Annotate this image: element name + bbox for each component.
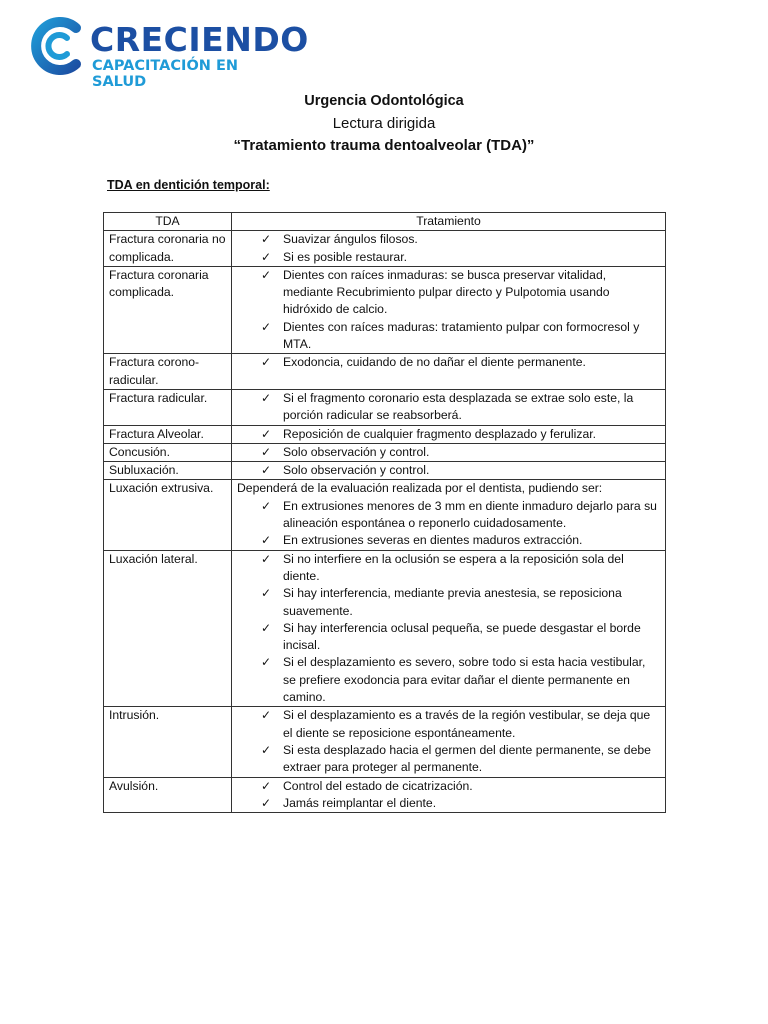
- tda-type-cell: Intrusión.: [104, 707, 232, 777]
- treatment-cell: [232, 443, 666, 461]
- treatment-cell: [232, 354, 666, 390]
- treatment-item-text: Dientes con raíces maduras: tratamiento pulpar con formocresol y MTA.: [283, 319, 640, 352]
- treatment-cell: [232, 777, 666, 813]
- treatment-item-text: Suavizar ángulos filosos.: [283, 232, 418, 247]
- checkmark-icon: ✓: [261, 498, 272, 513]
- treatment-item: [237, 231, 665, 248]
- tda-type-cell: Luxación lateral.: [104, 550, 232, 707]
- treatment-list: [237, 462, 665, 479]
- treatment-item-text: Jamás reimplantar el diente.: [283, 795, 437, 810]
- treatment-item-text: Reposición de cualquier fragmento desplazado y ferulizar.: [283, 426, 596, 441]
- treatment-list: [237, 231, 665, 266]
- checkmark-icon: ✓: [261, 778, 272, 793]
- checkmark-icon: ✓: [261, 586, 272, 601]
- treatment-item-text: Si el fragmento coronario esta desplazada se extrae solo este, la porción radicular se reabsorberá.: [283, 390, 634, 423]
- brand-name: CRECIENDO: [90, 20, 309, 59]
- table-header-row: [104, 213, 666, 231]
- treatment-item: [237, 654, 665, 706]
- brand-logo: [26, 14, 309, 90]
- checkmark-icon: ✓: [261, 267, 272, 282]
- treatment-list: [237, 778, 665, 813]
- page-subtitle: Lectura dirigida: [332, 115, 436, 132]
- table-row: [104, 425, 666, 443]
- treatment-item: [237, 795, 665, 812]
- treatment-item: [237, 532, 665, 549]
- table-row: [104, 550, 666, 707]
- treatment-list: [237, 551, 665, 707]
- tda-type-cell: Avulsión.: [104, 777, 232, 813]
- tda-type-cell: Fractura coronaria complicada.: [104, 266, 232, 353]
- tda-type-cell: Concusión.: [104, 443, 232, 461]
- table-row: [104, 389, 666, 425]
- table-row: [104, 707, 666, 777]
- treatment-item: [237, 707, 665, 742]
- treatment-item-text: Si es posible restaurar.: [283, 249, 407, 264]
- checkmark-icon: ✓: [261, 463, 272, 478]
- tda-type-cell: Subluxación.: [104, 462, 232, 480]
- checkmark-icon: ✓: [261, 444, 272, 459]
- table-row: [104, 266, 666, 353]
- table-row: [104, 231, 666, 267]
- column-header-tda: TDA: [104, 213, 232, 231]
- checkmark-icon: ✓: [261, 355, 272, 370]
- treatment-list: [237, 498, 665, 550]
- treatment-item: [237, 267, 665, 319]
- topic-title: “Tratamiento trauma dentoalveolar (TDA)”: [233, 137, 535, 154]
- treatment-cell: [232, 462, 666, 480]
- treatment-list: [237, 267, 665, 353]
- brand-tagline: CAPACITACIÓN EN SALUD: [92, 58, 238, 90]
- table-row: [104, 443, 666, 461]
- table-row: [104, 480, 666, 550]
- treatment-item: [237, 742, 665, 777]
- treatment-item: [237, 390, 665, 425]
- tda-type-cell: Fractura radicular.: [104, 389, 232, 425]
- treatment-item: [237, 249, 665, 266]
- treatment-cell: [232, 480, 666, 550]
- treatment-cell: [232, 231, 666, 267]
- treatment-list: [237, 426, 665, 443]
- checkmark-icon: ✓: [261, 390, 272, 405]
- checkmark-icon: ✓: [261, 249, 272, 264]
- c-ring-logo-icon: [26, 14, 88, 78]
- checkmark-icon: ✓: [261, 533, 272, 548]
- checkmark-icon: ✓: [261, 426, 272, 441]
- treatment-list: [237, 354, 665, 371]
- table-row: [104, 354, 666, 390]
- table-row: [104, 777, 666, 813]
- checkmark-icon: ✓: [261, 742, 272, 757]
- treatment-item-text: Si no interfiere en la oclusión se espera a la reposición sola del diente.: [283, 551, 624, 583]
- treatment-item: [237, 585, 665, 620]
- treatment-item: [237, 426, 665, 443]
- table-row: [104, 462, 666, 480]
- treatment-item: [237, 620, 665, 655]
- treatment-item-text: Si el desplazamiento es severo, sobre todo si esta hacia vestibular, se prefiere exodoncia para evitar dañar el diente permanente en camino.: [283, 655, 646, 705]
- treatment-item-text: Control del estado de cicatrización.: [283, 778, 473, 793]
- column-header-tratamiento: Tratamiento: [232, 213, 666, 231]
- treatment-item-text: Si esta desplazado hacia el germen del diente permanente, se debe extraer para proteger al permanente.: [283, 742, 651, 775]
- treatment-item: [237, 319, 665, 354]
- tda-type-cell: Luxación extrusiva.: [104, 480, 232, 550]
- treatment-item: [237, 444, 665, 461]
- treatment-cell: [232, 266, 666, 353]
- treatment-cell: [232, 425, 666, 443]
- treatment-item-text: En extrusiones menores de 3 mm en diente inmaduro dejarlo para su alineación espontánea o reponerlo cuidadosamente.: [283, 498, 657, 531]
- treatment-item: [237, 354, 665, 371]
- checkmark-icon: ✓: [261, 319, 272, 334]
- treatment-item-text: Dientes con raíces inmaduras: se busca preservar vitalidad, mediante Recubrimiento pulpar directo y Pulpotomia usando hidróxido de calcio.: [283, 267, 610, 317]
- treatment-item: [237, 498, 665, 533]
- treatment-item-text: Si hay interferencia, mediante previa anestesia, se reposiciona suavemente.: [283, 586, 622, 618]
- treatment-cell: [232, 389, 666, 425]
- treatment-list: [237, 707, 665, 776]
- treatment-item-text: En extrusiones severas en dientes maduros extracción.: [283, 533, 583, 548]
- treatment-item-text: Solo observación y control.: [283, 444, 430, 459]
- treatment-item: [237, 462, 665, 479]
- checkmark-icon: ✓: [261, 795, 272, 810]
- treatment-item: [237, 551, 665, 586]
- treatment-item: [237, 778, 665, 795]
- tda-type-cell: Fractura coronaria no complicada.: [104, 231, 232, 267]
- treatment-table: [103, 212, 666, 813]
- checkmark-icon: ✓: [261, 620, 272, 635]
- tda-type-cell: Fractura corono-radicular.: [104, 354, 232, 390]
- tda-type-cell: Fractura Alveolar.: [104, 425, 232, 443]
- checkmark-icon: ✓: [261, 551, 272, 566]
- treatment-list: [237, 444, 665, 461]
- treatment-cell: [232, 707, 666, 777]
- checkmark-icon: ✓: [261, 232, 272, 247]
- treatment-list: [237, 390, 665, 425]
- page-title: Urgencia Odontológica: [304, 93, 464, 109]
- treatment-item-text: Exodoncia, cuidando de no dañar el diente permanente.: [283, 355, 586, 370]
- checkmark-icon: ✓: [261, 655, 272, 670]
- treatment-item-text: Si hay interferencia oclusal pequeña, se puede desgastar el borde incisal.: [283, 620, 641, 653]
- treatment-intro: Dependerá de la evaluación realizada por el dentista, pudiendo ser:: [237, 481, 603, 496]
- treatment-item-text: Solo observación y control.: [283, 463, 430, 478]
- checkmark-icon: ✓: [261, 708, 272, 723]
- treatment-cell: [232, 550, 666, 707]
- section-title: TDA en dentición temporal:: [107, 178, 270, 192]
- treatment-item-text: Si el desplazamiento es a través de la región vestibular, se deja que el diente se reposicione espontáneamente.: [283, 708, 651, 740]
